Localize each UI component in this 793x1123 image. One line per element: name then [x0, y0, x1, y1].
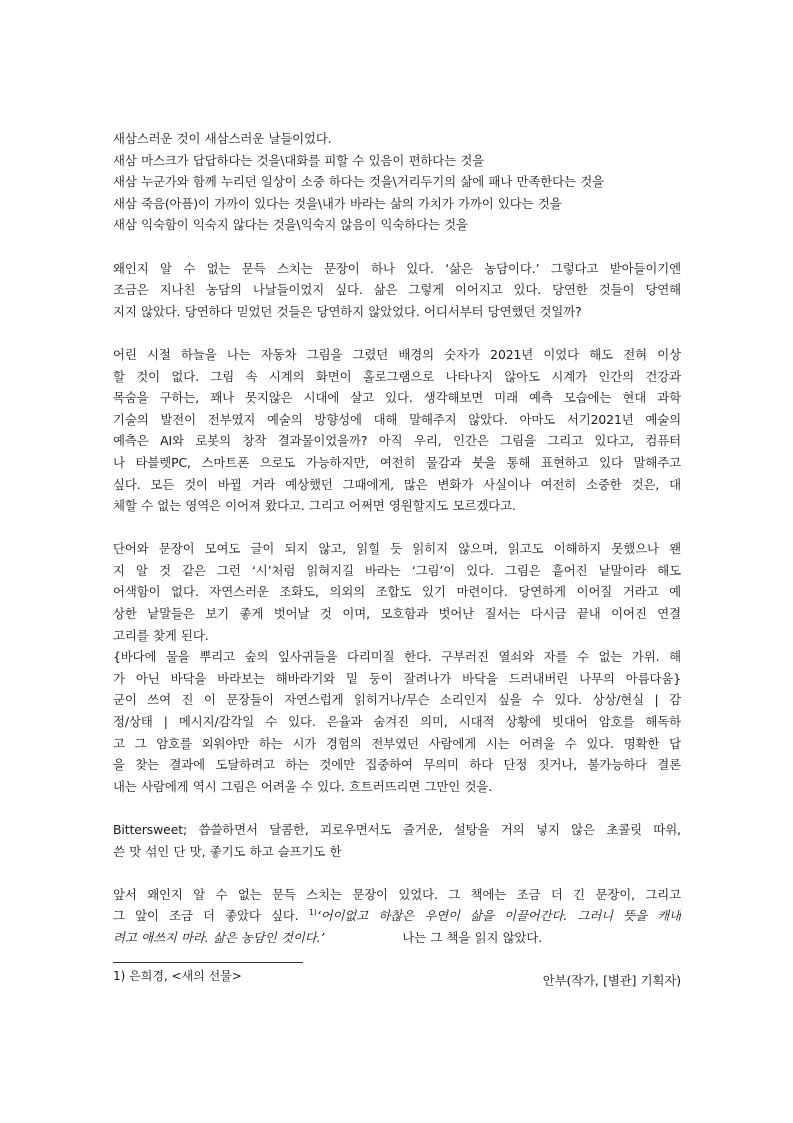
poem-line: 새삼스러운 것이 새삼스러운 날들이었다.: [113, 131, 332, 146]
text-line: 단어와 문장이 모여도 글이 되지 않고, 읽힐 듯 읽히지 않으며, 읽고도 이해하지 못했으나 왠: [113, 541, 681, 557]
quote-text: ‘어이없고 하찮은 우연이 삶을 이끌어간다. 그러니 뜻을 캐내: [316, 908, 681, 924]
text-line: 어색함이 없다. 자연스러운 조화도, 의외의 조합도 있기 마련이다. 당연하게 이어질 거라고 예: [113, 584, 681, 600]
text-line: 체할 수 없는 영역은 이어져 왔다고. 그리고 어쩌면 영원할지도 모르겠다고.: [113, 498, 516, 514]
footnote-divider: [113, 962, 303, 963]
text-line: 목숨을 구하는, 꽤나 못지않은 시대에 살고 있다. 생각해보면 미래 예측 모습에는 현대 과학: [113, 390, 681, 406]
text-line: 상한 낱말들은 보기 좋게 벗어날 것 이며, 모호함과 벗어난 질서는 다시금 끝내 이어진 연결: [113, 606, 681, 622]
paragraph-5: [113, 884, 681, 949]
text-line: 을 찾는 결과에 도달하려고 하는 것에만 집중하여 무의미 하다 단정 짓거나, 불가능하다 결론: [113, 757, 681, 773]
poem-line: 새삼 누군가와 함께 누리던 일상이 소중 하다는 것을\거리두기의 삶에 패나 만족한다는 것을: [113, 174, 604, 190]
poem-block: [113, 128, 681, 236]
text-line: [113, 927, 681, 949]
text-line: 왜인지 알 수 없는 문득 스치는 문장이 하나 있다. ‘삶은 농담이다.’ 그렇다고 받아들이기엔: [113, 260, 681, 276]
text-line: 내는 사람에게 역시 그림은 어려울 수 있다. 흐트러뜨리면 그만인 것을.: [113, 778, 493, 794]
text-line: 조금은 지나친 농담의 나날들이었지 싶다. 삶은 그렇게 이어지고 있다. 당연한 것들이 당연해: [113, 282, 681, 298]
text-line: 고 그 암호를 외워야만 하는 시가 경험의 전부였던 사람에게 시는 어려울 수 있다. 명확한 답: [113, 735, 681, 751]
text-line: Bittersweet; 씁쓸하면서 달콤한, 괴로우면서도 즐거운, 설탕을 거의 넣지 않은 초콜릿 따위,: [113, 822, 681, 837]
text-line: 쓴 맛 섞인 단 맛, 좋기도 하고 슬프기도 한: [113, 843, 342, 859]
text-line: 군이 쓰여 진 이 문장들이 자연스럽게 읽히거나/무슨 소리인지 싶을 수 있다. 상상/현실 | 감: [113, 692, 681, 708]
poem-line: 새삼 죽음(아픔)이 가까이 있다는 것을\내가 바라는 삶의 가치가 가까이 있다는 것을: [113, 195, 562, 211]
text-line: 할 것이 없다. 그림 속 시계의 화면이 홀로그램으로 나타나지 않아도 시계가 인간의 건강과: [113, 368, 681, 384]
text-line: 정/상태 | 메시지/감각일 수 있다. 은율과 숨겨진 의미, 시대적 상황에 빗대어 암호를 해독하: [113, 714, 681, 730]
text-line: 예측은 AI와 로봇의 창작 결과물이었을까? 아직 우리, 인간은 그림을 그리고 있다고, 컴퓨터: [113, 433, 681, 449]
text-line: 고리를 찾게 된다.: [113, 627, 209, 643]
poem-line: 새삼 마스크가 답답하다는 것을\대화를 피할 수 있음이 편하다는 것을: [113, 152, 485, 168]
text-line: 앞서 왜인지 알 수 없는 문득 스치는 문장이 있었다. 그 책에는 조금 더 긴 문장이, 그리고: [113, 886, 681, 902]
quote-text: 려고 애쓰지 마라. 삶은 농담인 것이다.’: [113, 929, 325, 945]
paragraph-4: [113, 819, 681, 862]
text-line: 나 타블렛PC, 스마트폰 으로도 가능하지만, 여전히 물감과 붓을 통해 표현하고 있다 말해주고: [113, 454, 681, 470]
footnote: 1) 은희경, <새의 선물>: [113, 969, 242, 983]
text-line: 지 알 것 같은 그런 ‘시’처럼 읽혀지길 바라는 ‘그림’이 있다. 그림은 흩어진 낱말이라 해도: [113, 562, 681, 578]
footnote-marker: 1): [308, 908, 317, 918]
poem-line: 새삼 익숙함이 익숙지 않다는 것을\익숙지 않음이 익숙하다는 것을: [113, 217, 468, 233]
document-body: [113, 128, 681, 992]
text-line: 어린 시절 하늘을 나는 자동차 그림을 그렸던 배경의 숫자가 2021년 이었다 해도 전혀 이상: [113, 346, 681, 362]
text-line: 가 아닌 바닥을 바라보는 해바라기와 밑 둥이 잘려나가 바닥을 드러내버린 나무의 아름다움}: [113, 670, 681, 686]
plain-text: 나는 그 책을 읽지 않았다.: [402, 929, 543, 945]
paragraph-2: [113, 344, 681, 517]
text-line: 싶다. 모든 것이 바뀔 거라 예상했던 그때에게, 많은 변화가 사실이나 여전히 소중한 것은, 대: [113, 476, 681, 492]
plain-text: 그 앞이 조금 더 좋았다 싶다.: [113, 908, 309, 924]
paragraph-1: [113, 258, 681, 323]
text-line: {바다에 물을 뿌리고 숲의 잎사귀들을 다리미질 한다. 구부러진 열쇠와 자를 수 없는 가위. 해: [113, 649, 681, 665]
text-line: [113, 905, 681, 927]
author-signature: 안부(작가, [별관] 기획자): [542, 973, 681, 989]
text-line: 기술의 발전이 전부였지 예술의 방향성에 대해 말해주지 않았다. 아마도 서기2021년 예술의: [113, 411, 681, 427]
paragraph-3: [113, 538, 681, 797]
text-line: 지지 않았다. 당연하다 믿었던 것들은 당연하지 않았었다. 어디서부터 당연했던 것일까?: [113, 303, 582, 319]
